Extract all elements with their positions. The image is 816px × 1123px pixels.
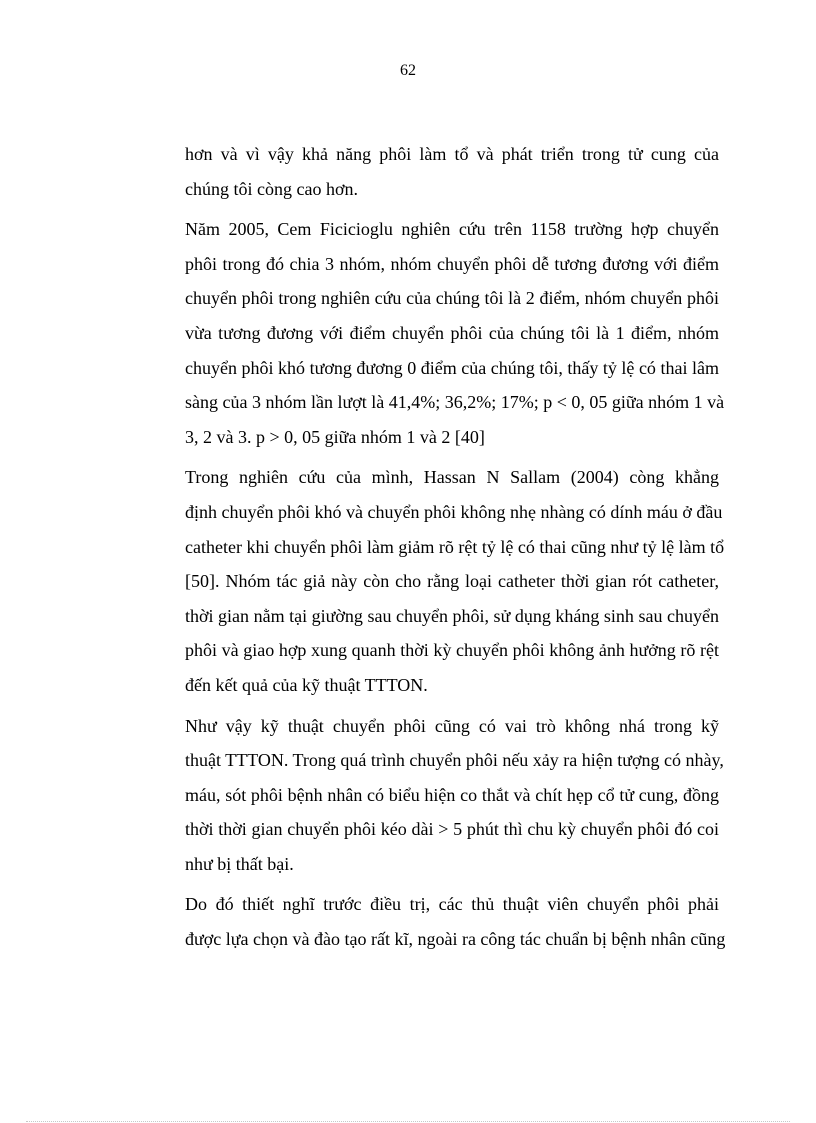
text-line: phôi và giao hợp xung quanh thời kỳ chuyển phôi không ảnh hưởng rõ rệt	[185, 640, 719, 661]
text-line: đến kết quả của kỹ thuật TTTON.	[185, 674, 428, 695]
text-line: vừa tương đương với điểm chuyển phôi của chúng tôi là 1 điểm, nhóm	[185, 322, 719, 343]
page-number: 62	[400, 62, 416, 79]
text-line: thuật TTTON. Trong quá trình chuyển phôi nếu xảy ra hiện tượng có nhày,	[185, 750, 724, 771]
text-line: Do đó thiết nghĩ trước điều trị, các thủ thuật viên chuyển phôi phải	[185, 894, 719, 915]
text-line: máu, sót phôi bệnh nhân có biểu hiện co thắt và chít hẹp cổ tử cung, đồng	[185, 784, 719, 805]
paragraph	[137, 460, 725, 702]
text-line: Trong nghiên cứu của mình, Hassan N Sallam (2004) còng khẳng	[185, 467, 719, 488]
body-text	[137, 137, 726, 963]
text-line: Năm 2005, Cem Ficicioglu nghiên cứu trên 1158 trường hợp chuyển	[185, 219, 719, 240]
text-line: thời thời gian chuyển phôi kéo dài > 5 phút thì chu kỳ chuyển phôi đó coi	[185, 819, 719, 840]
text-line: Như vậy kỹ thuật chuyển phôi cũng có vai trò không nhá trong kỹ	[185, 715, 719, 736]
text-line: [50]. Nhóm tác giả này còn cho rằng loại catheter thời gian rót catheter,	[185, 571, 719, 592]
text-line: chuyển phôi khó tương đương 0 điểm của chúng tôi, thấy tỷ lệ có thai lâm	[185, 357, 719, 378]
text-line: thời gian nằm tại giường sau chuyển phôi, sử dụng kháng sinh sau chuyển	[185, 605, 719, 626]
text-line: chuyển phôi trong nghiên cứu của chúng tôi là 2 điểm, nhóm chuyển phôi	[185, 288, 719, 309]
paragraph	[137, 887, 726, 956]
text-line: chúng tôi còng cao hơn.	[185, 178, 358, 199]
text-line: catheter khi chuyển phôi làm giảm rõ rệt tỷ lệ có thai cũng như tỷ lệ làm tổ	[185, 536, 725, 557]
text-line: được lựa chọn và đào tạo rất kĩ, ngoài ra công tác chuẩn bị bệnh nhân cũng	[185, 929, 726, 950]
text-line: phôi trong đó chia 3 nhóm, nhóm chuyển phôi dễ tương đương với điểm	[185, 253, 719, 274]
text-line: định chuyển phôi khó và chuyển phôi không nhẹ nhàng có dính máu ở đầu	[185, 501, 723, 522]
text-line: sàng của 3 nhóm lần lượt là 41,4%; 36,2%; 17%; p < 0, 05 giữa nhóm 1 và	[185, 392, 725, 413]
page-divider	[26, 1121, 790, 1122]
text-line: như bị thất bại.	[185, 853, 294, 874]
text-line: 3, 2 và 3. p > 0, 05 giữa nhóm 1 và 2 [40]	[185, 426, 485, 447]
text-line: hơn và vì vậy khả năng phôi làm tổ và phát triển trong tử cung của	[185, 144, 719, 164]
paragraph	[137, 137, 719, 206]
paragraph	[137, 212, 725, 454]
paragraph	[137, 709, 724, 882]
